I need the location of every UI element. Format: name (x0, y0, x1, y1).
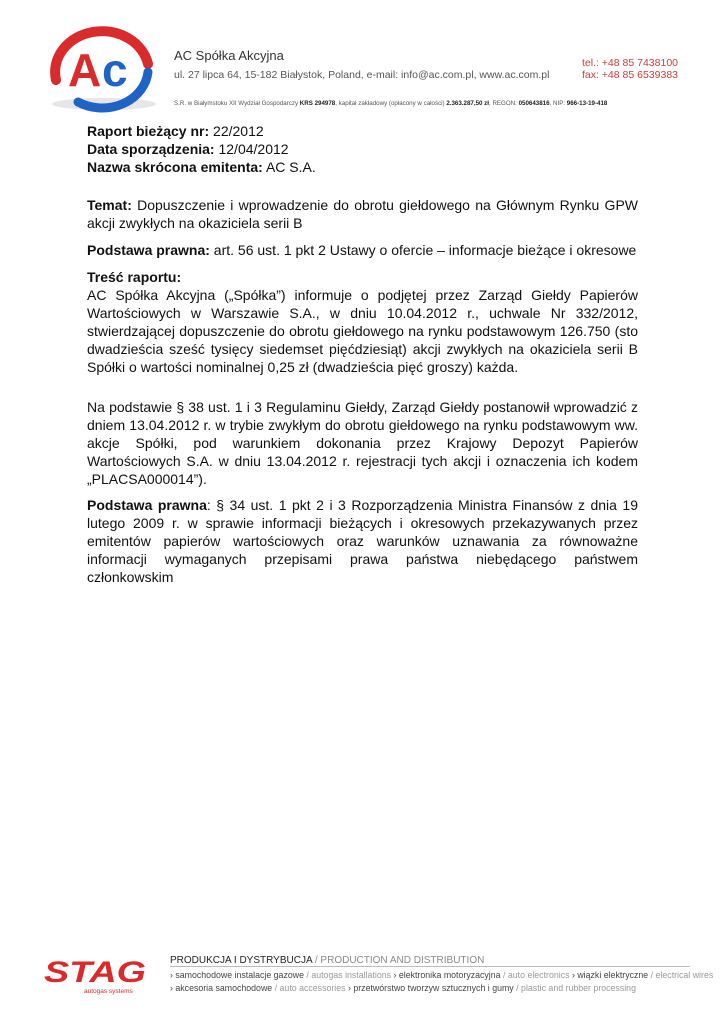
footer-title-pl: PRODUKCJA I DYSTRYBUCJA (170, 955, 313, 966)
legal-basis (87, 241, 638, 259)
content-heading (87, 268, 638, 286)
legal-basis-label: Podstawa prawna: (87, 242, 210, 258)
product-plastic-rubber: › przetwórstwo tworzyw sztucznych i gumy (345, 983, 514, 993)
company-address: ul. 27 lipca 64, 15-182 Białystok, Poland, e-mail: info@ac.com.pl, www.ac.com.pl (174, 69, 550, 81)
report-number: 22/2012 (209, 123, 264, 139)
report-number-line (87, 122, 638, 140)
svg-text:A: A (68, 44, 102, 96)
product-electrical-wires-en: / electrical wires (648, 970, 714, 980)
content-paragraph-2: Na podstawie § 38 ust. 1 i 3 Regulaminu Giełdy, Zarząd Giełdy postanowił wprowadzić z dniem 13.04.2012 r. w trybie zwykłym do obrotu giełdowego na rynku podstawowym ww. akcje Spółki, pod warunkiem dokonania przez Krajowy Depozyt Papierów Wartościowych S.A. w dniu 13.04.2012 r. rejestracji tych akcji i oznaczenia ich kodem „PLACSA000014”). (87, 399, 638, 487)
footer-title-separator: / (312, 955, 321, 966)
stag-logo (42, 954, 150, 1000)
svg-text:c: c (102, 44, 128, 96)
product-auto-accessories-en: / auto accessories (272, 983, 346, 993)
report-number-label: Raport bieżący nr: (87, 123, 210, 139)
share-capital: 2.363.287,50 zł (446, 100, 489, 107)
content-paragraph-1: AC Spółka Akcyjna („Spółka”) informuje o podjętej przez Zarząd Giełdy Papierów Wartościowych w Warszawie S.A., w dniu 10.04.2012 r., uchwale Nr 332/2012, stwierdzającej dopuszczenie do obrotu giełdowego na rynku podstawowym 126.750 (sto dwadzieścia sześć tysięcy siedemset pięćdziesiąt) akcji zwykłych na okaziciela serii B Spółki o wartości nominalnej 0,25 zł (dwadzieścia pięć groszy) każda. (87, 287, 638, 375)
footer-title-en: PRODUCTION AND DISTRIBUTION (320, 955, 485, 966)
product-gas-installations: › samochodowe instalacje gazowe (170, 970, 304, 980)
footer-divider (170, 966, 690, 967)
phone-number: tel.: +48 85 7438100 (581, 57, 678, 69)
company-legal-info (174, 100, 680, 107)
fax-number: fax: +48 85 6539383 (581, 69, 678, 81)
product-auto-electronics-en: / auto electronics (500, 970, 570, 980)
report-date: 12/04/2012 (214, 141, 289, 157)
legal-prefix: S.R. w Białymstoku XII Wydział Gospodarczy (174, 100, 300, 107)
svg-text:STAG: STAG (44, 956, 146, 989)
legal-capital-label: , kapitał zakładowy (opłacony w całości) (335, 100, 447, 107)
legal-basis-2-label: Podstawa prawna (87, 497, 207, 513)
issuer-label: Nazwa skrócona emitenta: (87, 159, 263, 175)
content-label: Treść raportu: (87, 269, 182, 285)
company-name: AC Spółka Akcyjna (174, 48, 284, 63)
svg-text:autogas systems: autogas systems (84, 988, 133, 995)
nip-label: , NIP: (549, 100, 567, 107)
footer-products-line-2 (170, 983, 636, 993)
regon-number: 050643816 (518, 100, 550, 107)
report-date-label: Data sporządzenia: (87, 141, 215, 157)
subject-label: Temat: (87, 197, 132, 213)
footer-title (170, 955, 484, 966)
report-subject (87, 196, 638, 232)
legal-basis-text: art. 56 ust. 1 pkt 2 Ustawy o ofercie – informacje bieżące i okresowe (209, 242, 637, 258)
footer-products-line-1 (170, 970, 713, 980)
krs-number: KRS 294978 (299, 100, 336, 107)
legal-basis-2-text: : § 34 ust. 1 pkt 2 i 3 Rozporządzenia Ministra Finansów z dnia 19 lutego 2009 r. w sprawie informacji bieżących i okresowych przekazywanych przez emitentów papierów wartościowych oraz warunków uznawania za równoważne informacji wymaganych przepisami prawa państwa niebędącego państwem członkowskim (87, 497, 638, 585)
report-date-line (87, 140, 638, 158)
issuer-name: AC S.A. (262, 159, 316, 175)
legal-basis-2 (87, 496, 638, 586)
regon-label: , REGON: (489, 100, 519, 107)
product-gas-installations-en: / autogas installations (303, 970, 392, 980)
product-electrical-wires: › wiązki elektryczne (569, 970, 649, 980)
subject-text: Dopuszczenie i wprowadzenie do obrotu giełdowego na Głównym Rynku GPW akcji zwykłych na okaziciela serii B (87, 197, 638, 231)
report-content (87, 122, 638, 586)
nip-number: 966-13-19-418 (566, 100, 608, 107)
product-auto-accessories: › akcesoria samochodowe (170, 983, 273, 993)
product-auto-electronics: › elektronika motoryzacyjna (391, 970, 501, 980)
product-plastic-rubber-en: / plastic and rubber processing (513, 983, 636, 993)
issuer-line (87, 158, 638, 176)
ac-logo (38, 20, 166, 116)
